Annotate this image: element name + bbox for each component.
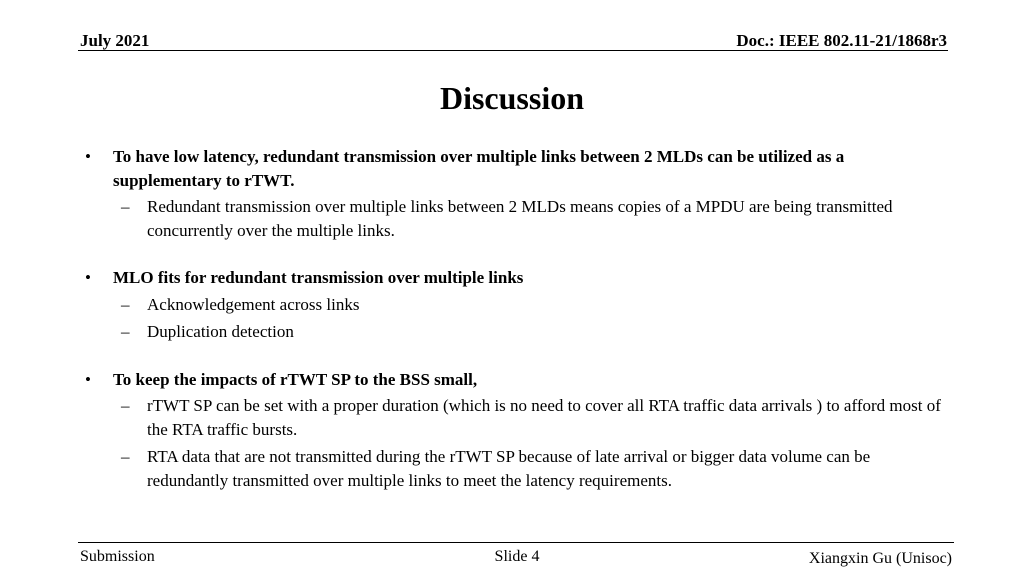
spacer — [80, 348, 950, 368]
sub-bullet-list — [113, 195, 950, 242]
footer-submission: Submission — [80, 548, 155, 565]
sub-bullet-marker: – — [121, 322, 130, 341]
spacer — [80, 246, 950, 266]
header-date: July 2021 — [80, 31, 150, 50]
bullet-list — [80, 145, 950, 496]
bullet-text: To have low latency, redundant transmission over multiple links between 2 MLDs can be utilized as a supplementary to rTWT. — [113, 147, 845, 190]
sub-bullet-item — [113, 320, 950, 344]
sub-bullet-item — [113, 293, 950, 317]
sub-bullet-marker: – — [121, 447, 130, 466]
sub-bullet-list — [113, 293, 950, 344]
sub-bullet-item — [113, 445, 950, 492]
sub-bullet-marker: – — [121, 396, 130, 415]
header-divider — [78, 50, 948, 51]
footer-divider — [78, 542, 954, 543]
sub-bullet-text: Duplication detection — [147, 322, 294, 341]
sub-bullet-list — [113, 394, 950, 492]
bullet-marker: • — [85, 268, 91, 287]
footer-author: Xiangxin Gu (Unisoc) — [808, 550, 952, 567]
sub-bullet-text: Redundant transmission over multiple links between 2 MLDs means copies of a MPDU are being transmitted concurrently over the multiple links. — [147, 197, 893, 240]
sub-bullet-text: Acknowledgement across links — [147, 294, 360, 314]
header-doc-id: Doc.: IEEE 802.11-21/1868r3 — [736, 31, 947, 50]
sub-bullet-text: rTWT SP can be set with a proper duration (which is no need to cover all RTA traffic data arrivals ) to afford most of the RTA traffic bursts. — [147, 396, 941, 439]
bullet-item — [80, 368, 950, 493]
sub-bullet-marker: – — [121, 197, 130, 216]
sub-bullet-item — [113, 394, 950, 441]
sub-bullet-marker: – — [121, 294, 130, 314]
bullet-text: MLO fits for redundant transmission over multiple links — [113, 268, 524, 287]
bullet-text: To keep the impacts of rTWT SP to the BSS small, — [113, 369, 478, 389]
slide-title: Discussion — [439, 80, 585, 116]
bullet-item — [80, 266, 950, 344]
bullet-marker: • — [85, 369, 91, 389]
footer-slide-number: Slide 4 — [494, 548, 540, 565]
sub-bullet-text: RTA data that are not transmitted during the rTWT SP because of late arrival or bigger data volume can be redundantly transmitted over multiple links to meet the latency requirements. — [147, 447, 871, 490]
bullet-marker: • — [85, 147, 91, 166]
bullet-item — [80, 145, 950, 242]
sub-bullet-item — [113, 195, 950, 242]
